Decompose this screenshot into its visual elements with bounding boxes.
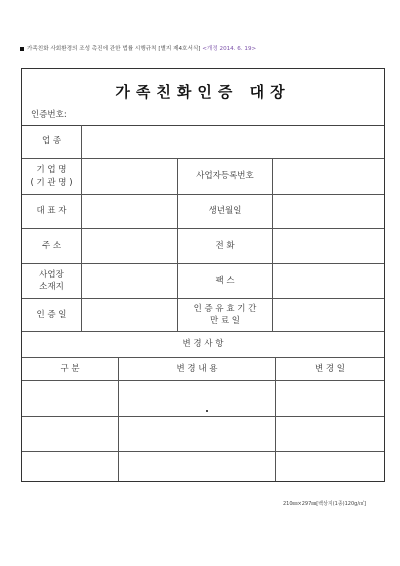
value-fax[interactable]: [273, 264, 384, 298]
row-cert-date: [22, 299, 384, 332]
row-changes-title: [22, 332, 384, 358]
row-site-location: [22, 264, 384, 299]
changes-row-content[interactable]: [119, 417, 276, 451]
label-birth-date: 생년월일: [178, 195, 273, 228]
label-representative: 대 표 자: [22, 195, 82, 228]
certification-register-form: [21, 68, 385, 482]
row-company: [22, 159, 384, 195]
label-company-name-main: 기 업 명: [36, 165, 67, 176]
changes-row-content[interactable]: [119, 452, 276, 481]
changes-row-date[interactable]: [276, 417, 384, 451]
value-cert-date[interactable]: [82, 299, 178, 331]
label-validity-line2: 만 료 일: [209, 316, 241, 326]
changes-row-date[interactable]: [276, 381, 384, 416]
changes-row-date[interactable]: [276, 452, 384, 481]
label-site-location: [22, 264, 82, 298]
row-address: [22, 229, 384, 264]
value-representative[interactable]: [82, 195, 178, 228]
revision-date: <개정 2014. 6. 19>: [202, 46, 257, 52]
changes-row: [22, 452, 384, 481]
cert-number-label: 인증번호:: [31, 110, 67, 120]
changes-row-category[interactable]: [22, 452, 119, 481]
label-business-reg-no: 사업자등록번호: [178, 159, 273, 194]
value-industry[interactable]: [82, 125, 384, 158]
changes-row: [22, 381, 384, 417]
changes-header-row: [22, 358, 384, 381]
form-header-note: [20, 44, 390, 52]
label-cert-date: 인 증 일: [22, 299, 82, 331]
row-representative: [22, 195, 384, 229]
stray-dot-mark: [206, 410, 208, 412]
value-phone[interactable]: [273, 229, 384, 263]
title-area: [22, 69, 384, 126]
value-site-location[interactable]: [82, 264, 178, 298]
label-site-location-line2: 소재지: [39, 282, 64, 292]
col-date: 변 경 일: [314, 363, 346, 374]
label-fax: 팩 스: [178, 264, 273, 298]
row-industry: [22, 125, 384, 159]
changes-row-category[interactable]: [22, 417, 119, 451]
form-title: 가족친화인증 대장: [115, 83, 291, 101]
paper-spec-footer: 210㎜×297㎜[백상지(1종)120g/㎡]: [283, 501, 366, 507]
label-validity-line1: 인 증 유 효 기 간: [193, 303, 257, 314]
label-phone: 전 화: [178, 229, 273, 263]
value-validity[interactable]: [273, 299, 384, 331]
value-address[interactable]: [82, 229, 178, 263]
changes-title: 변 경 사 항: [182, 339, 224, 350]
changes-row: [22, 417, 384, 452]
col-content: 변 경 내 용: [119, 358, 276, 380]
label-site-location-line1: 사업장: [39, 269, 64, 280]
label-company-name-alt: ( 기 관 명 ): [30, 177, 73, 188]
col-category: 구 분: [22, 358, 119, 380]
label-address: 주 소: [22, 229, 82, 263]
label-industry: 업 종: [22, 125, 82, 158]
changes-row-content[interactable]: [119, 381, 276, 416]
law-reference: 가족친화 사회환경의 조성 촉진에 관한 법률 시행규칙 [별지 제4호서식]: [27, 46, 201, 52]
bullet-square-icon: [20, 47, 24, 51]
value-company-name[interactable]: [82, 159, 178, 194]
value-birth-date[interactable]: [273, 195, 384, 228]
value-business-reg-no[interactable]: [273, 159, 384, 194]
label-validity: [178, 299, 273, 331]
label-company-name: [22, 159, 82, 194]
changes-row-category[interactable]: [22, 381, 119, 416]
